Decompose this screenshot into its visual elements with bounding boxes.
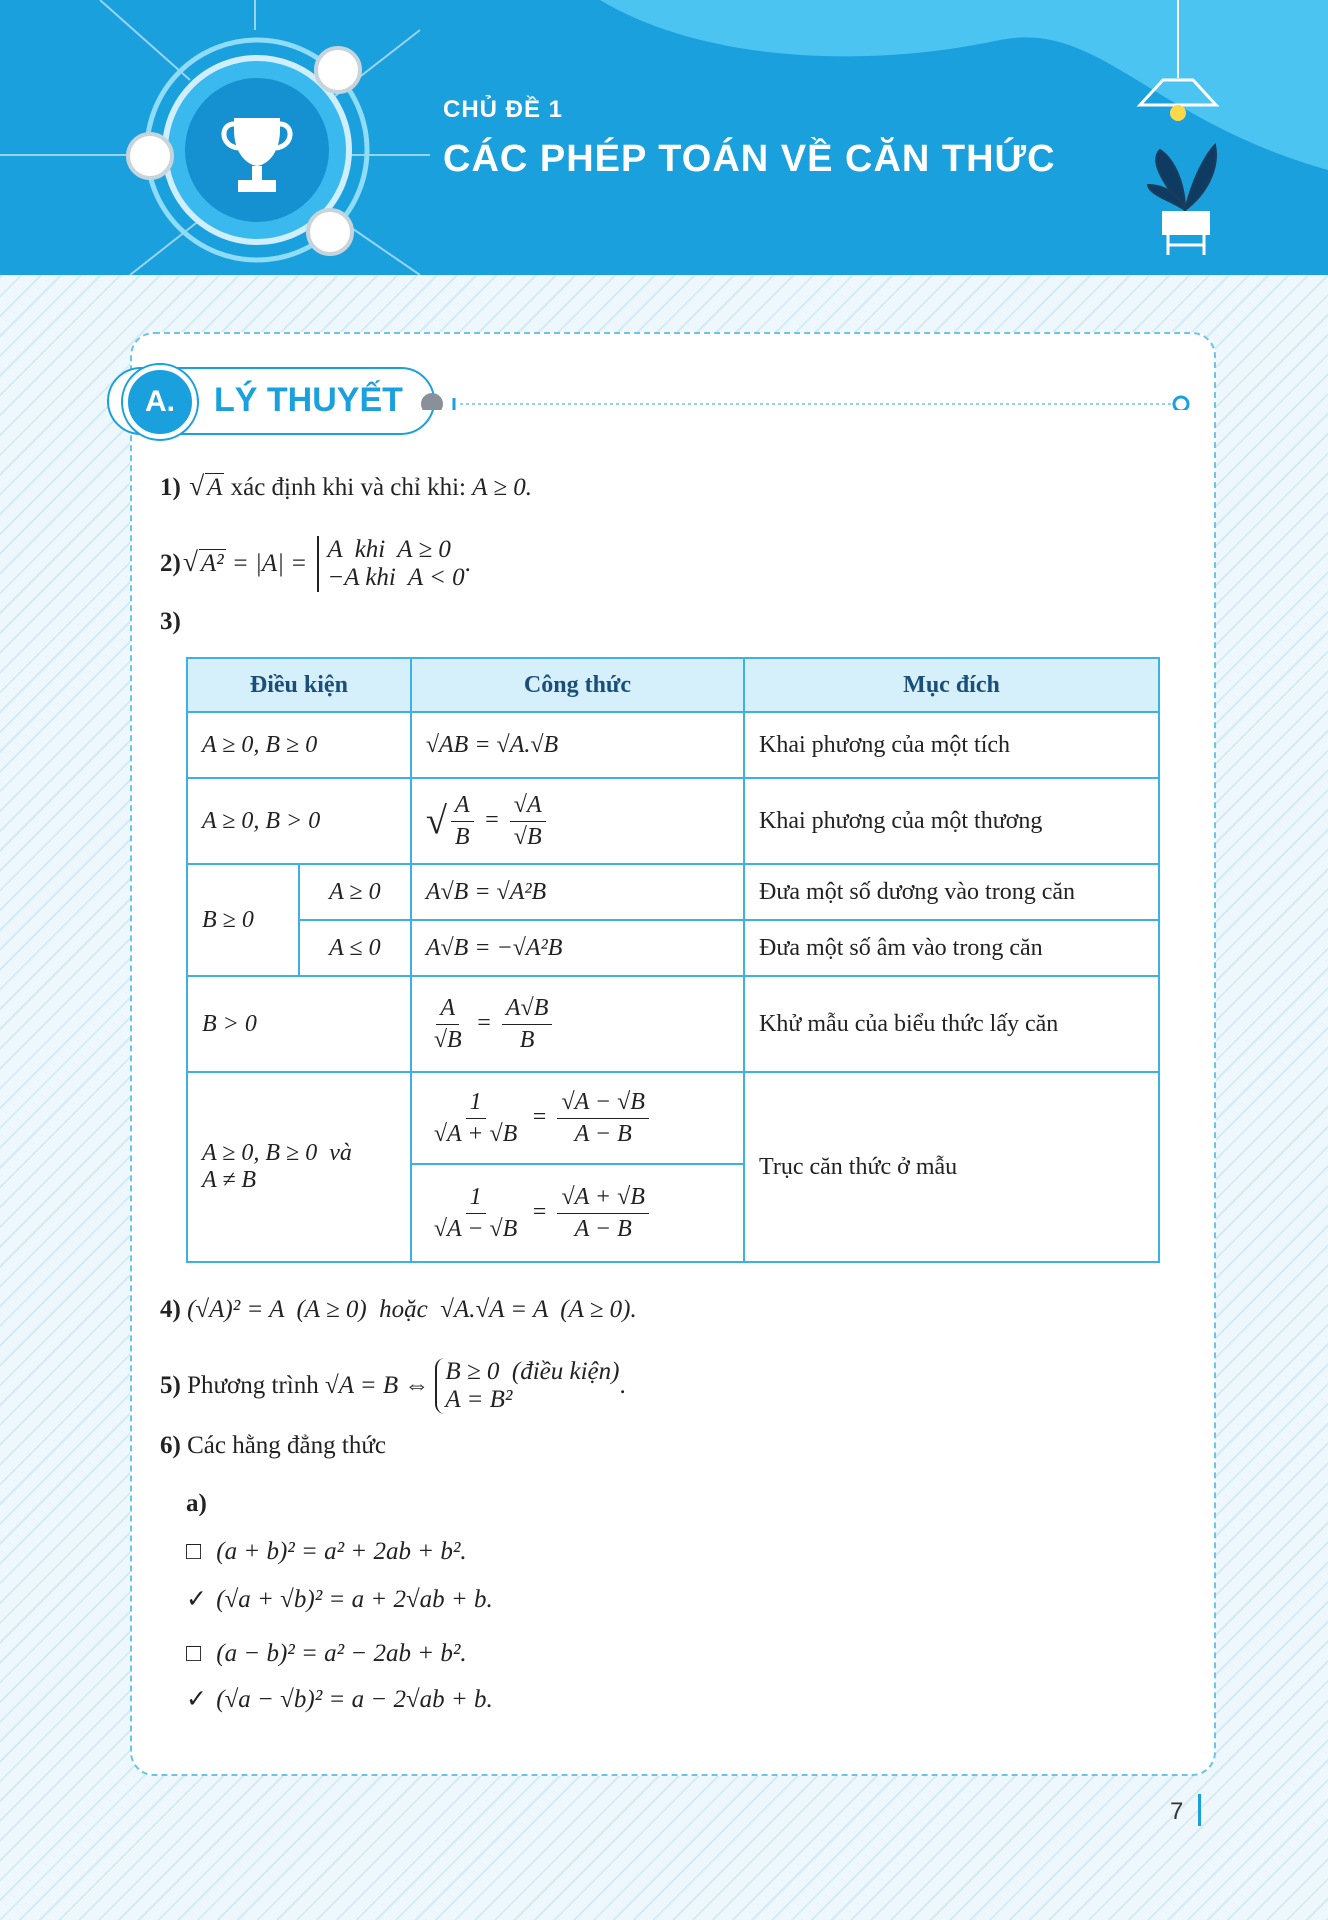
cell-formula: A√B = −√A²B xyxy=(411,920,744,976)
table-row xyxy=(187,712,1159,778)
table-row xyxy=(187,920,1159,976)
item-5 xyxy=(160,1346,626,1426)
identity-bullet: ✓ xyxy=(186,1686,207,1713)
item-number: 5) xyxy=(160,1372,181,1399)
frac-num: A xyxy=(436,995,459,1025)
item-number: 4) xyxy=(160,1296,181,1323)
case-1: A khi A ≥ 0 xyxy=(327,536,451,563)
frac-den: √A + √B xyxy=(433,1120,518,1147)
identity-item xyxy=(186,1684,493,1714)
cell-purpose: Khai phương của một thương xyxy=(744,778,1159,864)
equation: = |A| = xyxy=(225,550,314,577)
table-row xyxy=(187,1072,1159,1164)
item-1: 1) √ A xác định khi và chỉ khi: A ≥ 0. xyxy=(160,470,533,501)
frac-den: B xyxy=(454,823,470,850)
item-2: 2) √ A² = |A| = A khi A ≥ 0 −A khi A < 0 . xyxy=(160,536,471,591)
trophy-icon xyxy=(128,40,367,260)
cell-subcondition: A ≤ 0 xyxy=(299,920,411,976)
frac-num: √A xyxy=(510,792,546,822)
topic-label: CHỦ ĐỀ 1 xyxy=(443,96,564,123)
cell-condition: B > 0 xyxy=(187,976,411,1072)
cell-formula: $\frac{1}{√A - √B}$ = $\frac{√A + √B}{A - B}$ xyxy=(411,1164,744,1262)
table-row xyxy=(187,778,1159,864)
section-divider xyxy=(410,380,1190,410)
frac-den: √B xyxy=(433,1026,462,1053)
table-row xyxy=(187,864,1159,920)
case-bracket xyxy=(317,536,464,592)
cell-subcondition: A ≥ 0 xyxy=(299,864,411,920)
system-brace xyxy=(435,1358,619,1414)
item-text: Phương trình xyxy=(187,1372,325,1399)
item-6a-label: a) xyxy=(186,1490,207,1517)
frac-den: √B xyxy=(513,823,542,850)
cell-condition: A ≥ 0, B > 0 xyxy=(187,778,411,864)
item-3 xyxy=(160,608,181,636)
item-6 xyxy=(160,1432,386,1460)
case-2: A = B² xyxy=(445,1386,513,1413)
frac-num: A xyxy=(451,792,474,822)
item-text: Các hằng đẳng thức xyxy=(187,1432,386,1459)
equation: √A = B ⇔ xyxy=(324,1372,430,1399)
header-condition: Điều kiện xyxy=(187,658,411,712)
cell-formula: √ $\frac{A}{B}$ = $\frac{√A}{√B}$ xyxy=(411,778,744,864)
radicand: A xyxy=(207,474,223,501)
frac-den: B xyxy=(519,1026,535,1053)
topic-title: CÁC PHÉP TOÁN VỀ CĂN THỨC xyxy=(443,138,1056,180)
cell-condition: B ≥ 0 xyxy=(187,864,299,976)
end-mark: . xyxy=(464,550,471,577)
frac-den: √A − √B xyxy=(433,1215,518,1242)
identity-text: (√a − √b)² = a − 2√ab + b. xyxy=(216,1686,493,1713)
item-number: 6) xyxy=(160,1432,181,1459)
header-banner xyxy=(0,0,1328,275)
table-header-row xyxy=(187,658,1159,712)
cell-purpose: Trục căn thức ở mẫu xyxy=(744,1072,1159,1262)
cell-purpose: Đưa một số âm vào trong căn xyxy=(744,920,1159,976)
header-formula: Công thức xyxy=(411,658,744,712)
cell-formula: A√B = √A²B xyxy=(411,864,744,920)
formula-table xyxy=(186,657,1160,1263)
condition: A ≥ 0. xyxy=(472,474,533,501)
frac-num: A√B xyxy=(502,995,553,1025)
identity-item xyxy=(186,1640,467,1668)
item-number: 3) xyxy=(160,608,181,635)
identity-text: (a − b)² = a² − 2ab + b². xyxy=(216,1640,467,1667)
cell-purpose: Khai phương của một tích xyxy=(744,712,1159,778)
item-number: 1) xyxy=(160,474,181,501)
cell-formula: √AB = √A.√B xyxy=(411,712,744,778)
identity-text: (√a + √b)² = a + 2√ab + b. xyxy=(216,1586,493,1613)
section-letter: A. xyxy=(123,365,197,439)
cell-formula: $\frac{1}{√A + √B}$ = $\frac{√A - √B}{A - B}$ xyxy=(411,1072,744,1164)
identity-bullet: ✓ xyxy=(186,1586,207,1613)
page-number-bar xyxy=(1198,1794,1201,1826)
frac-num: √A + √B xyxy=(557,1184,648,1214)
identity-text: (a + b)² = a² + 2ab + b². xyxy=(216,1538,467,1565)
item-4 xyxy=(160,1296,637,1324)
case-2: −A khi A < 0 xyxy=(327,564,465,591)
header-purpose: Mục đích xyxy=(744,658,1159,712)
item-number: 2) xyxy=(160,550,181,577)
condition-line-1: A ≥ 0, B ≥ 0 và xyxy=(202,1140,352,1166)
cell-purpose: Đưa một số dương vào trong căn xyxy=(744,864,1159,920)
item-text: (√A)² = A (A ≥ 0) hoặc √A.√A = A (A ≥ 0). xyxy=(187,1296,637,1323)
identity-item xyxy=(186,1538,467,1566)
section-title: LÝ THUYẾT xyxy=(214,381,403,419)
identity-bullet: □ xyxy=(186,1640,202,1667)
plant-icon xyxy=(1148,145,1216,255)
case-1: B ≥ 0 (điều kiện) xyxy=(445,1358,620,1385)
frac-num: √A − √B xyxy=(557,1089,648,1119)
condition-line-2: A ≠ B xyxy=(202,1167,257,1193)
cell-condition: A ≥ 0, B ≥ 0 xyxy=(187,712,411,778)
cell-formula: $\frac{A}{√B}$ = $\frac{A√B}{B}$ xyxy=(411,976,744,1072)
frac-num: 1 xyxy=(466,1184,486,1214)
item-text: xác định khi và chỉ khi: xyxy=(230,474,473,501)
frac-den: A − B xyxy=(574,1215,632,1242)
radicand: A² xyxy=(200,550,224,577)
table-row xyxy=(187,976,1159,1072)
identity-item xyxy=(186,1584,493,1614)
end-mark: . xyxy=(619,1372,626,1399)
cell-condition xyxy=(187,1072,411,1262)
cell-purpose: Khử mẫu của biểu thức lấy căn xyxy=(744,976,1159,1072)
frac-den: A − B xyxy=(574,1120,632,1147)
identity-bullet: □ xyxy=(186,1538,202,1565)
page-number: 7 xyxy=(1170,1798,1184,1825)
frac-num: 1 xyxy=(466,1089,486,1119)
